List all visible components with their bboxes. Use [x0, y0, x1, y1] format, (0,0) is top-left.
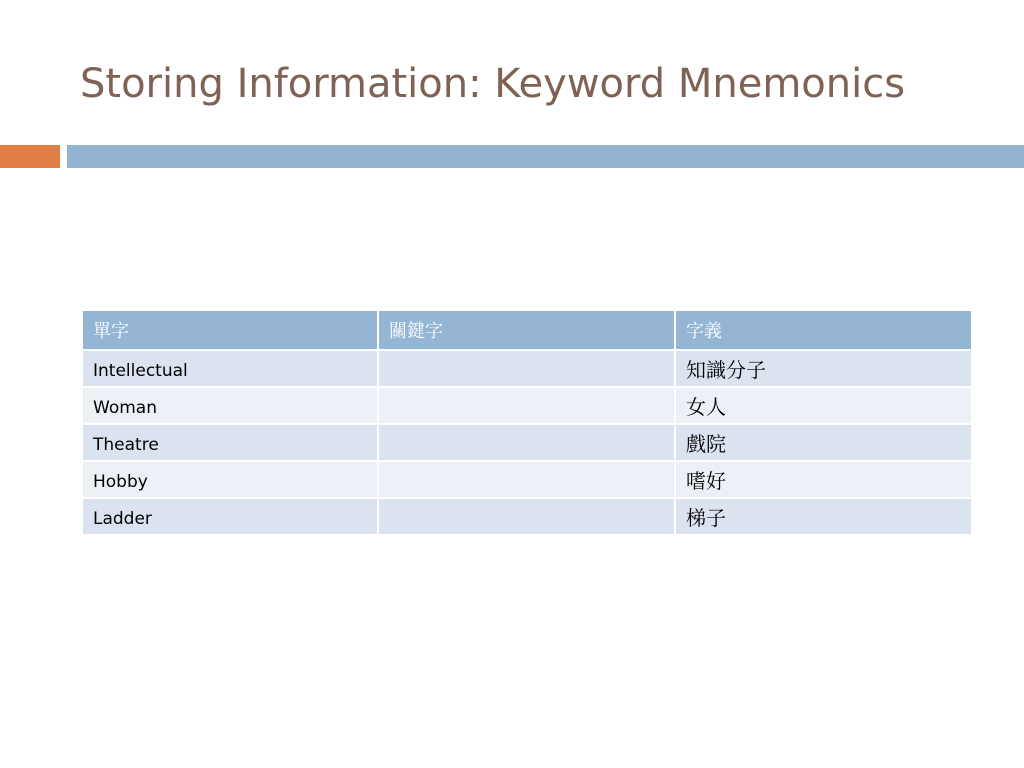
meaning-cell: 嗜好 [675, 461, 972, 498]
keyword-mnemonics-table [81, 309, 973, 536]
table-row [82, 387, 972, 424]
table-header-row [82, 310, 972, 350]
meaning-cell: 知識分子 [675, 350, 972, 387]
word-cell: Theatre [82, 424, 378, 461]
meaning-cell: 戲院 [675, 424, 972, 461]
meaning-cell: 梯子 [675, 498, 972, 535]
table-row [82, 350, 972, 387]
word-cell: Ladder [82, 498, 378, 535]
keyword-cell [378, 424, 675, 461]
keyword-cell [378, 498, 675, 535]
accent-bar-blue [67, 145, 1024, 168]
slide-title: Storing Information: Keyword Mnemonics [80, 61, 906, 107]
word-cell: Woman [82, 387, 378, 424]
accent-bar-orange [0, 145, 60, 168]
meaning-cell: 女人 [675, 387, 972, 424]
word-cell: Intellectual [82, 350, 378, 387]
header-keyword: 關鍵字 [378, 310, 675, 350]
header-word: 單字 [82, 310, 378, 350]
keyword-cell [378, 350, 675, 387]
table-row [82, 461, 972, 498]
keyword-cell [378, 461, 675, 498]
table-row [82, 424, 972, 461]
table-row [82, 498, 972, 535]
keyword-cell [378, 387, 675, 424]
header-meaning: 字義 [675, 310, 972, 350]
word-cell: Hobby [82, 461, 378, 498]
